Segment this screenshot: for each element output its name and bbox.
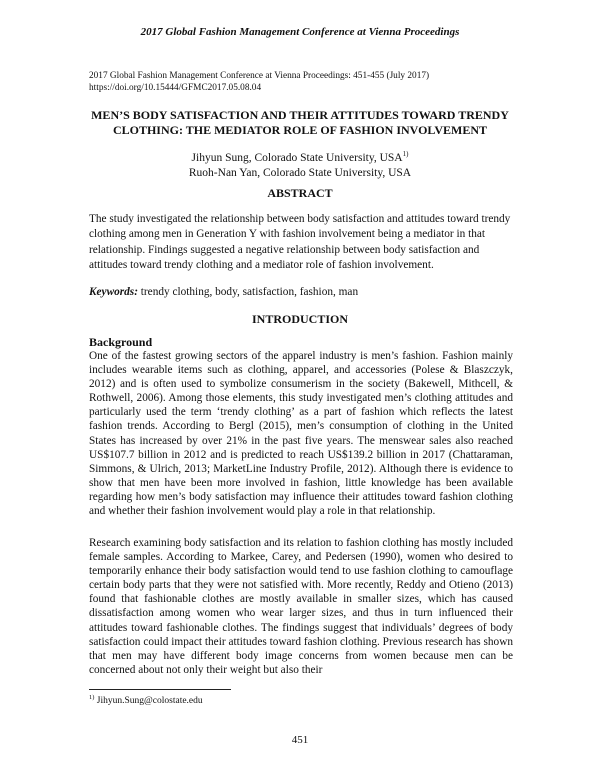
footnote-marker: 1) [402, 150, 409, 158]
body-paragraph: One of the fastest growing sectors of the apparel industry is men’s fashion. Fashion mainly includes wearable items such as clothing, apparel, and accessories (Polese & Blaszczyk, 2012) and is often used to symbolize consumerism in the society (Bakewell, Mithcell, & Rothwell, 2006). Among those elements, this study investigated men’s clothing attitudes and particularly used the term ‘trendy clothing’ as a part of fashion which reflects the latest fashion trends. According to Bergl (2015), men’s consumption of clothing in the United States has increased by over 21% in the past five years. The menswear sales also reached US$107.7 billion in 2012 and is predicted to reach US$139.2 billion in 2017 (Chattaraman, Simmons, & Ulrich, 2013; MarketLine Industry Profile, 2012). Although there is evidence to show that men have been more involved in fashion, little knowledge has been available regarding how men’s body satisfaction may influence their attitudes toward fashion clothing and whether their fashion involvement would play a role in that relationship. [89, 350, 513, 518]
footnote-marker: 1) [89, 694, 95, 701]
author-list [0, 147, 600, 181]
running-head: 2017 Global Fashion Management Conference at Vienna Proceedings [140, 26, 460, 38]
keywords-label: Keywords: [89, 286, 138, 298]
footnote [89, 694, 203, 706]
footnote-email[interactable]: Jihyun.Sung@colostate.edu [94, 696, 203, 707]
footnote-divider [89, 689, 231, 690]
paper-title [70, 108, 530, 138]
author-name: Jihyun Sung, Colorado State University, USA [191, 151, 403, 164]
abstract-heading: ABSTRACT [267, 186, 333, 200]
background-subheading: Background [89, 335, 153, 349]
abstract-text: The study investigated the relationship between body satisfaction and attitudes toward trendy clothing among men in Generation Y with fashion involvement being a mediator in that relationship. Findings suggested a negative relationship between body satisfaction and attitudes toward trendy clothing and a mediator role of fashion involvement. [89, 213, 511, 271]
author-name: Ruoh-Nan Yan, Colorado State University, USA [188, 166, 412, 179]
introduction-heading: INTRODUCTION [251, 312, 348, 326]
title-line: CLOTHING: THE MEDIATOR ROLE OF FASHION INVOLVEMENT [112, 123, 488, 137]
citation-line: 2017 Global Fashion Management Conference at Vienna Proceedings: 451-455 (July 2017) [89, 71, 430, 81]
keywords-text: trendy clothing, body, satisfaction, fashion, man [137, 286, 359, 298]
keywords-line [89, 285, 513, 300]
doi-link[interactable]: https://doi.org/10.15444/GFMC2017.05.08.04 [89, 83, 262, 93]
title-line: MEN’S BODY SATISFACTION AND THEIR ATTITUDES TOWARD TRENDY [91, 108, 509, 122]
page-number: 451 [291, 734, 309, 746]
author-line [0, 147, 600, 166]
author-line [0, 166, 600, 181]
citation-block [89, 70, 519, 94]
body-paragraph: Research examining body satisfaction and its relation to fashion clothing has mostly included female samples. According to Markee, Carey, and Pedersen (1990), women who desired to temporarily enhance their body satisfaction would tend to use fashion clothing to camouflage certain body parts that they were not satisfied with. More recently, Reddy and Otieno (2013) found that fashionable clothes are mostly available in smaller sizes, which has caused dissatisfaction among women who wear larger sizes, and thus in turn influenced their attitudes toward fashionable clothes. The findings suggest that individuals’ degrees of body satisfaction could impact their attitudes toward fashion clothing. Previous research has shown that men may have different body image concerns from women because men can be concerned about not only their weight but also their [89, 537, 513, 676]
